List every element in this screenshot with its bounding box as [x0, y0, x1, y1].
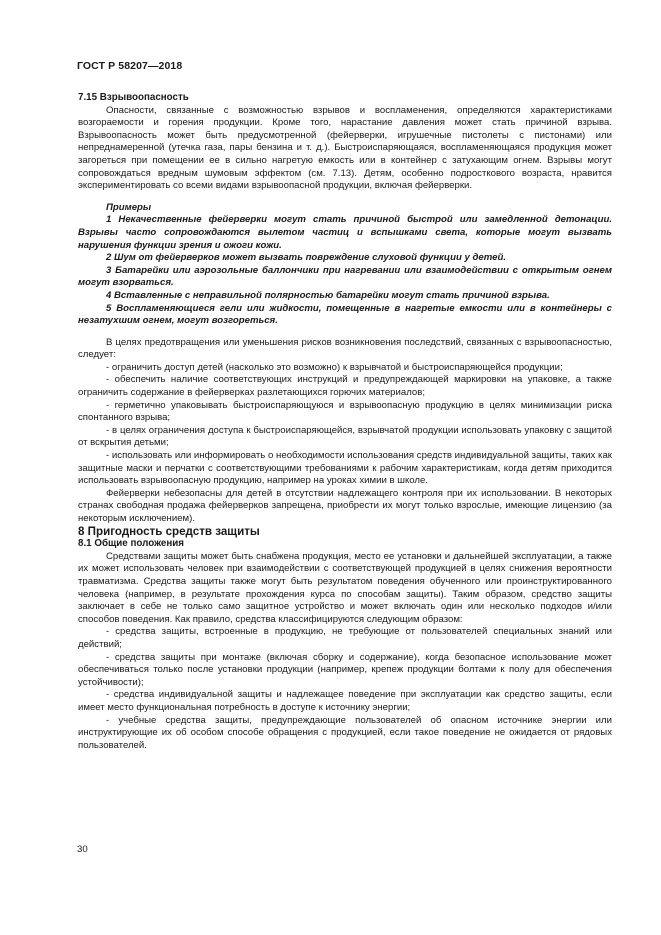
- examples-title: Примеры: [106, 201, 152, 213]
- section-heading-7-15: 7.15 Взрывоопасность: [78, 92, 189, 103]
- example-item: 5 Воспламеняющиеся гели или жидкости, помещенные в нагретые емкости или в контейнеры с незатухшим огнем, могут возгореться.: [78, 302, 612, 327]
- list-item: - в целях ограничения доступа к быстроиспаряющейся, взрывчатой продукции использовать упаковку с защитой от вскрытия детьми;: [78, 424, 612, 449]
- paragraph: Опасности, связанные с возможностью взрывов и воспламенения, определяются характеристиками возгораемости и горения продукции. Кроме того, нарастание давления может стать причиной взрыва. Взрывоопасность может быть предусмотренной (фейерверки, игрушечные пистолеты с пистонами) или непреднамеренной (утечка газа, пары бензина и т. д.). Быстроиспаряющаяся, воспламеняющаяся продукция может загореться при помещении ее в сильно нагретую емкость или в контейнер с затухающим огнем. Взрывы могут сопровождаться вредным шумовым эффектом (см. 7.13). Детям, особенно подросткового возраста, нравится экспериментировать со всеми видами взрывоопасной продукции, включая фейерверки.: [78, 104, 612, 192]
- paragraph: В целях предотвращения или уменьшения рисков возникновения последствий, связанных с взрывоопасностью, следует:: [78, 336, 612, 361]
- example-item: 3 Батарейки или аэрозольные баллончики при нагревании или взаимодействии с открытым огнем могут взорваться.: [78, 264, 612, 289]
- example-item: 2 Шум от фейерверков может вызвать повреждение слуховой функции у детей.: [106, 252, 507, 264]
- list-item: - обеспечить наличие соответствующих инструкций и предупреждающей маркировки на упаковке, а также ограничить содержание в фейерверках разлетающихся горючих материалов;: [78, 374, 612, 399]
- section-heading-8-1: 8.1 Общие положения: [78, 538, 185, 550]
- list-item: - ограничить доступ детей (насколько это возможно) к взрывчатой и быстроиспаряющейся продукции;: [106, 361, 563, 373]
- list-item: - средства защиты, встроенные в продукцию, не требующие от пользователей специальных знаний или действий;: [78, 626, 612, 650]
- examples-block: [78, 202, 612, 328]
- example-item: 1 Некачественные фейерверки могут стать причиной быстрой или замедленной детонации. Взрывы часто сопровождаются вылетом частиц и вспышками света, которые могут вызвать нарушения функции зрения и ожоги кожи.: [78, 214, 612, 251]
- list-item: - учебные средства защиты, предупреждающие пользователей об опасном источнике энергии или инструктирующие их об особом способе обращения с продукцией, если такое поведение не ожидается от рядовых пользователей.: [78, 714, 612, 751]
- paragraph: Фейерверки небезопасны для детей в отсутствии надлежащего контроля при их использовании. В некоторых странах свободная продажа фейерверков запрещена, приобрести их могут только взрослые, имеющие лицензию (за некоторым исключением).: [78, 487, 612, 524]
- section-heading-8: 8 Пригодность средств защиты: [78, 524, 260, 538]
- list-item: - герметично упаковывать быстроиспаряющуюся и взрывоопасную продукцию в целях минимизации риска спонтанного взрыва;: [78, 399, 612, 424]
- document-body: [78, 92, 612, 752]
- paragraph: Средствами защиты может быть снабжена продукция, место ее установки и дальнейшей эксплуатации, а также их может использовать человек при взаимодействии с соответствующей продукцией в целях снижения вероятности травматизма. Средства защиты также могут быть результатом поведения обученного или проинструктированного человека (например, в результате прохождения курса по способам защиты). Таким образом, средство защиты заключает в себе не только само защитное устройство и может включать один или несколько подходов и/или способов поведения. Как правило, средства классифицируются следующим образом:: [78, 550, 612, 625]
- page-number: 30: [77, 844, 88, 855]
- list-item: - средства защиты при монтаже (включая сборку и содержание), когда безопасное использование может обеспечиваться только после установки продукции (например, крепеж продукции болтами к полу для обеспечения устойчивости);: [78, 651, 612, 688]
- list-item: - средства индивидуальной защиты и надлежащее поведение при эксплуатации как средство защиты, если имеет место функциональная потребность в доступе к источнику энергии;: [78, 689, 612, 713]
- list-item: - использовать или информировать о необходимости использования средств индивидуальной защиты, таких как защитные маски и перчатки с соответствующими требованиями к рабочим характеристикам, когда детям приходится использовать взрывоопасную продукцию, например на уроках химии в школе.: [78, 450, 612, 487]
- document-header: ГОСТ Р 58207—2018: [77, 60, 183, 72]
- example-item: 4 Вставленные с неправильной полярностью батарейки могут стать причиной взрыва.: [106, 289, 550, 301]
